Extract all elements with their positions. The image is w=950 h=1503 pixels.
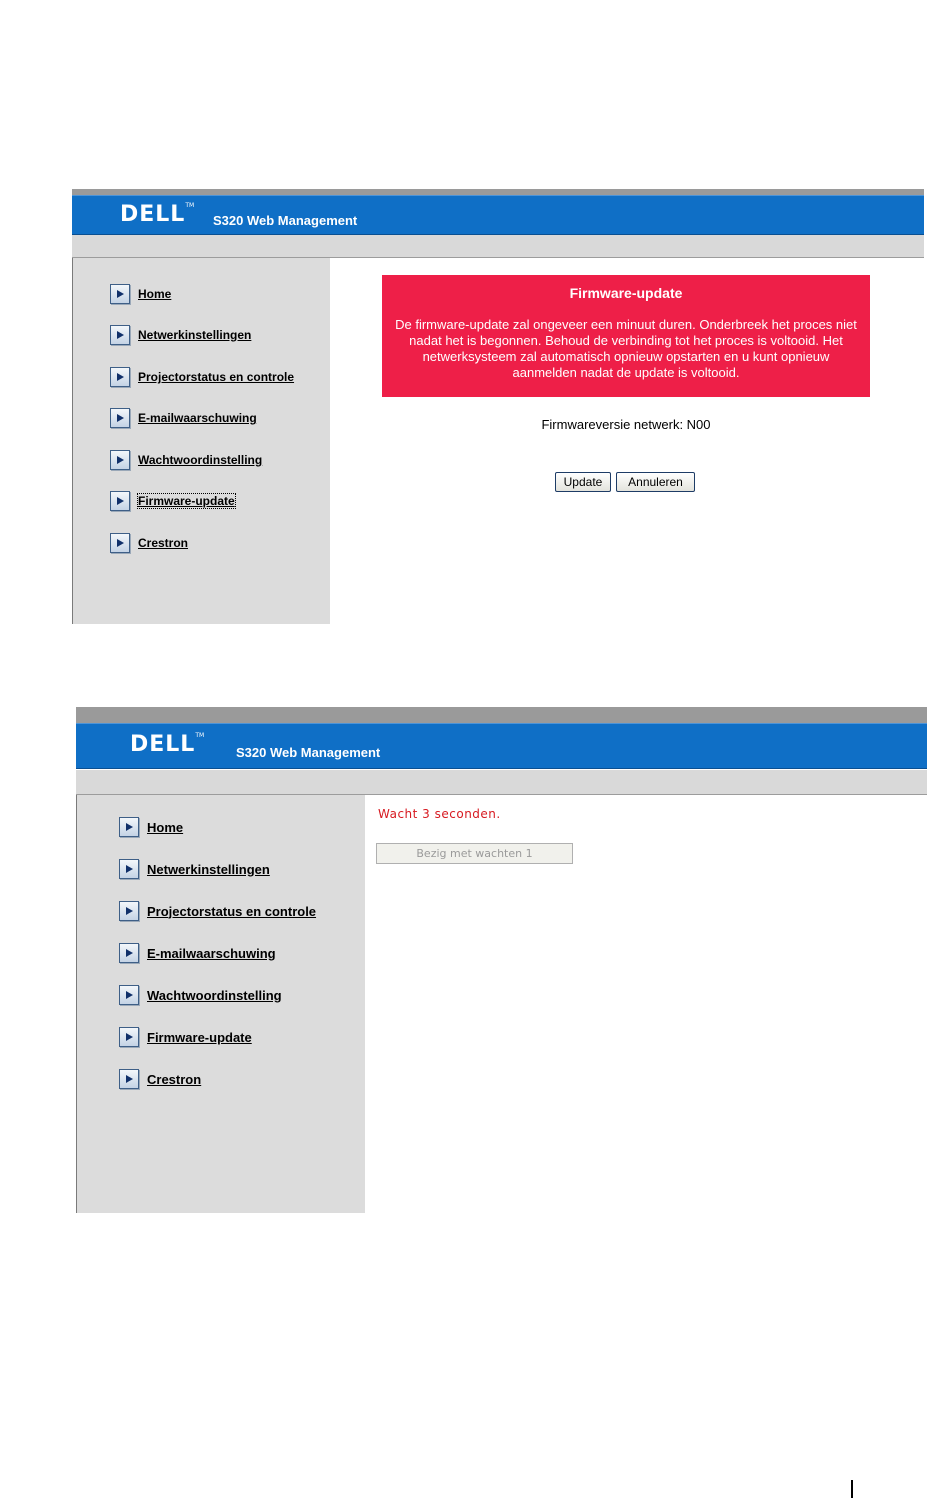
top-strip [76,707,927,723]
sidebar [76,795,365,1213]
play-arrow-icon [110,533,130,553]
firmware-warning-box [382,275,870,397]
sidebar-item-password[interactable] [110,450,262,470]
sidebar-item-label[interactable]: E-mailwaarschuwing [138,411,257,425]
sidebar-item-crestron[interactable] [110,533,188,553]
wait-message: Wacht 3 seconden. [378,807,501,821]
alert-text: De firmware-update zal ongeveer een minuut duren. Onderbreek het proces niet nadat het is begonnen. Behoud de verbinding tot het proces is voltooid. Het netwerksysteem zal automatisch opnieuw opstarten en u kunt opnieuw aanmelden nadat de update is voltooid. [395,317,857,380]
sidebar-item-projector-status[interactable] [119,901,316,921]
sidebar-item-label[interactable]: Projectorstatus en controle [147,903,317,919]
sidebar-item-label[interactable]: Wachtwoordinstelling [138,453,263,467]
play-arrow-icon [119,901,139,921]
play-arrow-icon [119,1069,139,1089]
sidebar-item-label[interactable]: Crestron [138,536,189,550]
play-arrow-icon [119,817,139,837]
sidebar-item-label[interactable]: E-mailwaarschuwing [147,945,276,961]
play-arrow-icon [110,284,130,304]
sub-bar [76,770,927,795]
alert-title: Firmware-update [569,285,683,301]
header-bar [72,195,924,235]
header-bar [76,723,927,769]
sidebar-item-email-alert[interactable] [110,408,257,428]
sidebar-item-label[interactable]: Projectorstatus en controle [138,370,295,384]
sidebar-item-label[interactable]: Firmware-update [147,1029,252,1045]
sidebar-item-firmware-update[interactable] [119,1027,252,1047]
sidebar-item-projector-status[interactable] [110,367,294,387]
sidebar-item-home[interactable] [110,284,171,304]
sidebar-item-label[interactable]: Wachtwoordinstelling [147,987,282,1003]
play-arrow-icon [119,1027,139,1047]
sidebar-item-network[interactable] [110,325,251,345]
sidebar-item-label[interactable]: Netwerkinstellingen [138,328,252,342]
sidebar-item-firmware-update[interactable] [110,491,235,511]
sidebar-item-label[interactable]: Firmware-update [138,494,235,508]
sidebar-item-home[interactable] [119,817,183,837]
screenshot-firmware-update [72,189,924,624]
sub-bar [72,235,924,258]
play-arrow-icon [119,985,139,1005]
update-button[interactable]: Update [555,472,611,492]
sidebar-item-network[interactable] [119,859,270,879]
sidebar-item-label[interactable]: Netwerkinstellingen [147,861,270,877]
sidebar-item-password[interactable] [119,985,282,1005]
sidebar-item-label[interactable]: Crestron [147,1071,202,1087]
screenshot-waiting [76,707,927,1213]
page-margin-marker [851,1480,853,1498]
waiting-button: Bezig met wachten 1 [376,843,573,864]
cancel-button[interactable]: Annuleren [616,472,695,492]
play-arrow-icon [110,408,130,428]
firmware-version-text: Firmwareversie netwerk: N00 [541,417,711,432]
play-arrow-icon [119,859,139,879]
play-arrow-icon [110,325,130,345]
product-title: S320 Web Management [236,745,381,760]
sidebar [72,258,330,624]
product-title: S320 Web Management [213,213,358,228]
play-arrow-icon [119,943,139,963]
sidebar-item-crestron[interactable] [119,1069,201,1089]
sidebar-item-label[interactable]: Home [147,819,184,835]
play-arrow-icon [110,491,130,511]
sidebar-item-label[interactable]: Home [138,287,172,301]
sidebar-item-email-alert[interactable] [119,943,276,963]
play-arrow-icon [110,450,130,470]
play-arrow-icon [110,367,130,387]
dell-logo: DELL™ [130,732,205,757]
dell-logo: DELL™ [120,202,195,227]
